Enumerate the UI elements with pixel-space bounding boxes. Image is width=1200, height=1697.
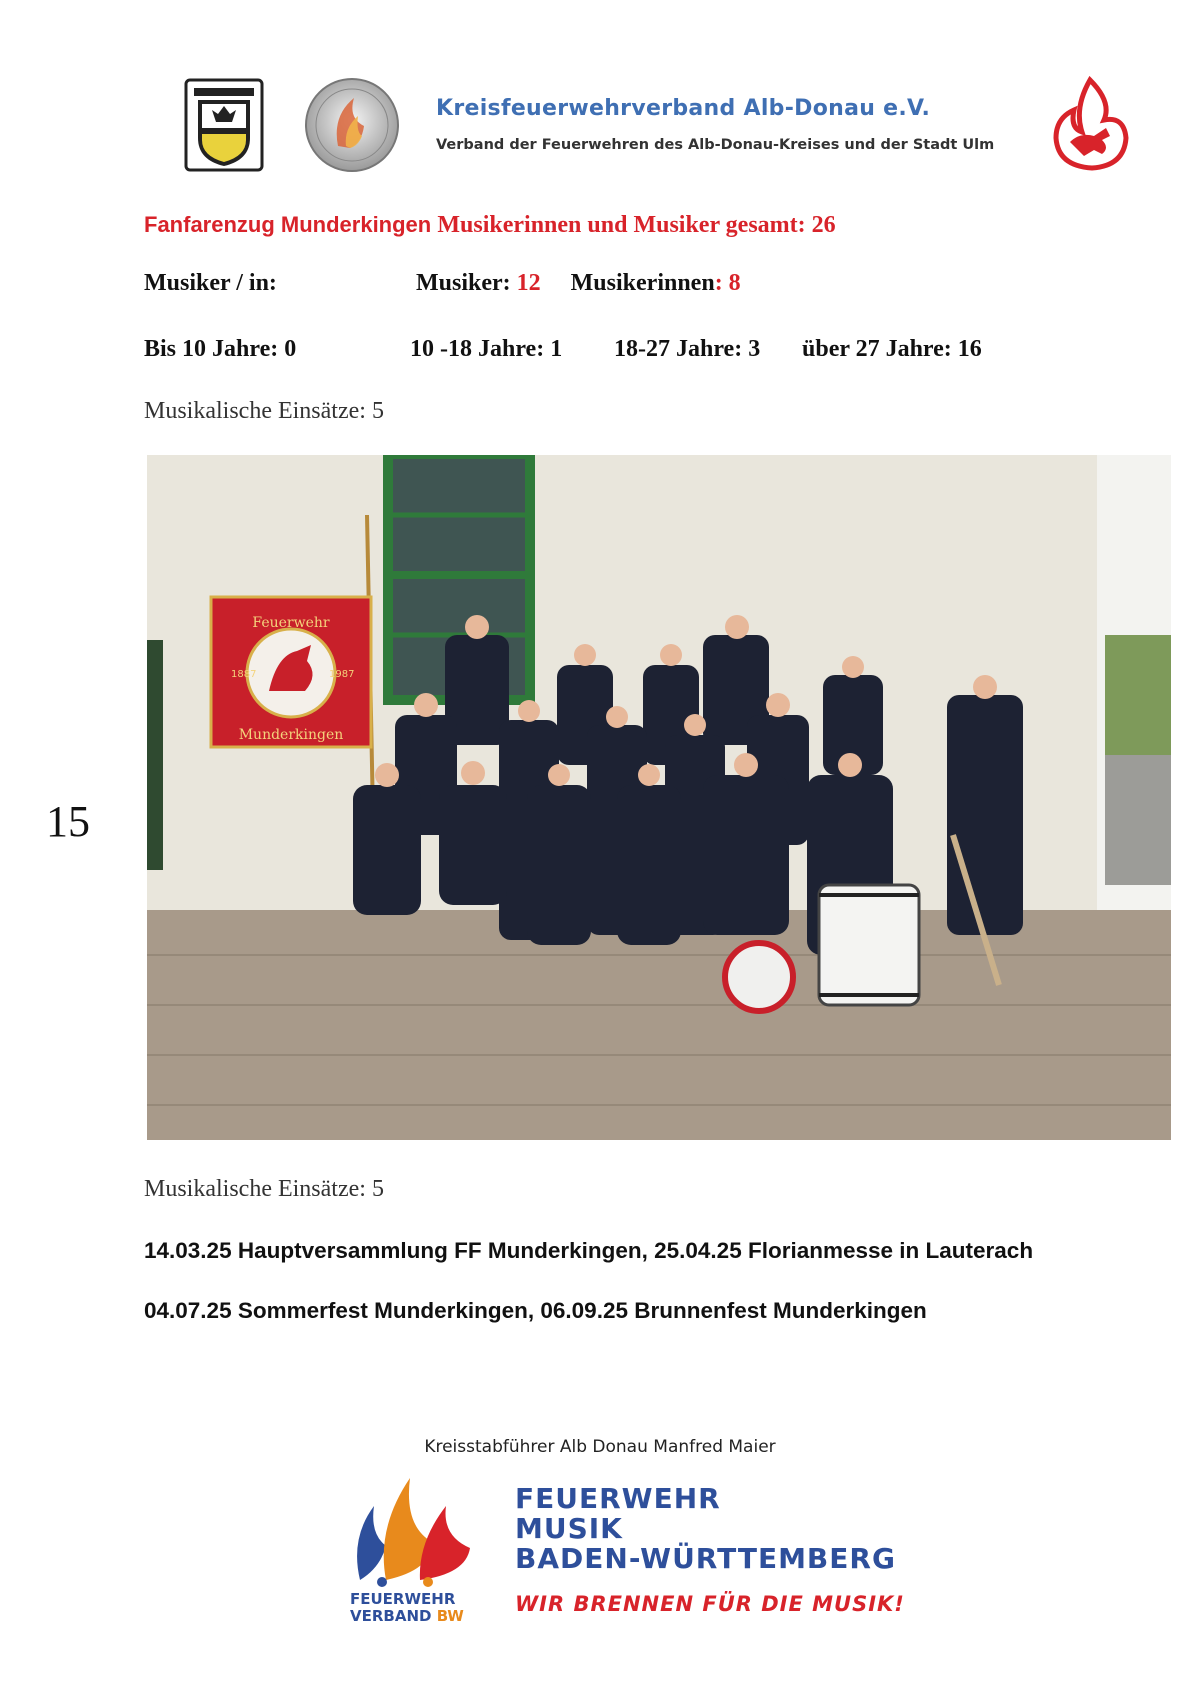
- male-label: Musiker:: [416, 270, 511, 296]
- verband-label-1: FEUERWEHR: [350, 1590, 456, 1608]
- musik-title-line-1: FEUERWEHR: [515, 1482, 721, 1515]
- verband-bw: BW: [436, 1607, 464, 1625]
- female-label: Musikerinnen: [570, 270, 715, 296]
- einsaetze-bottom: Musikalische Einsätze: 5: [144, 1176, 384, 1202]
- band-name: Fanfarenzug Munderkingen: [144, 212, 432, 237]
- page-number: 15: [46, 797, 90, 846]
- musik-title-line-3: BADEN-WÜRTTEMBERG: [515, 1542, 896, 1575]
- verband-word: VERBAND: [350, 1607, 432, 1625]
- einsaetze-top: Musikalische Einsätze: 5: [144, 398, 384, 424]
- band-group-photo: [147, 455, 1171, 1140]
- male-count: 12: [516, 270, 541, 296]
- musik-title-line-2: MUSIK: [515, 1512, 623, 1545]
- age-18-27: 18-27 Jahre: 3: [614, 336, 761, 362]
- event-line-2: 04.07.25 Sommerfest Munderkingen, 06.09.25 Brunnenfest Munderkingen: [144, 1298, 927, 1323]
- slogan: WIR BRENNEN FÜR DIE MUSIK!: [515, 1592, 905, 1616]
- org-title: Kreisfeuerwehrverband Alb-Donau e.V.: [436, 96, 931, 121]
- age-10-18: 10 -18 Jahre: 1: [410, 336, 563, 362]
- org-subtitle: Verband der Feuerwehren des Alb-Donau-Kreises und der Stadt Ulm: [436, 137, 995, 153]
- event-line-1: 14.03.25 Hauptversammlung FF Munderkingen, 25.04.25 Florianmesse in Lauterach: [144, 1238, 1034, 1263]
- total-count: Musikerinnen und Musiker gesamt: 26: [437, 212, 836, 238]
- musician-label: Musiker / in:: [144, 270, 277, 296]
- age-over-27: über 27 Jahre: 16: [802, 336, 982, 362]
- verband-label-2: [350, 1607, 464, 1625]
- age-under-10: Bis 10 Jahre: 0: [144, 336, 297, 362]
- banner-year-right: 1987: [329, 669, 355, 680]
- banner-year-left: 1887: [231, 669, 257, 680]
- banner-text-top: Feuerwehr: [252, 615, 330, 631]
- footer-credit: Kreisstabführer Alb Donau Manfred Maier: [424, 1437, 776, 1457]
- kfv-shield-logo: [184, 78, 264, 172]
- banner-text-bottom: Munderkingen: [238, 727, 344, 743]
- musician-gender-counts: [416, 270, 741, 297]
- medal-logo: [302, 76, 402, 174]
- flame-lion-logo: [1050, 76, 1132, 172]
- band-summary-title: [144, 212, 836, 239]
- female-count: : 8: [714, 270, 741, 296]
